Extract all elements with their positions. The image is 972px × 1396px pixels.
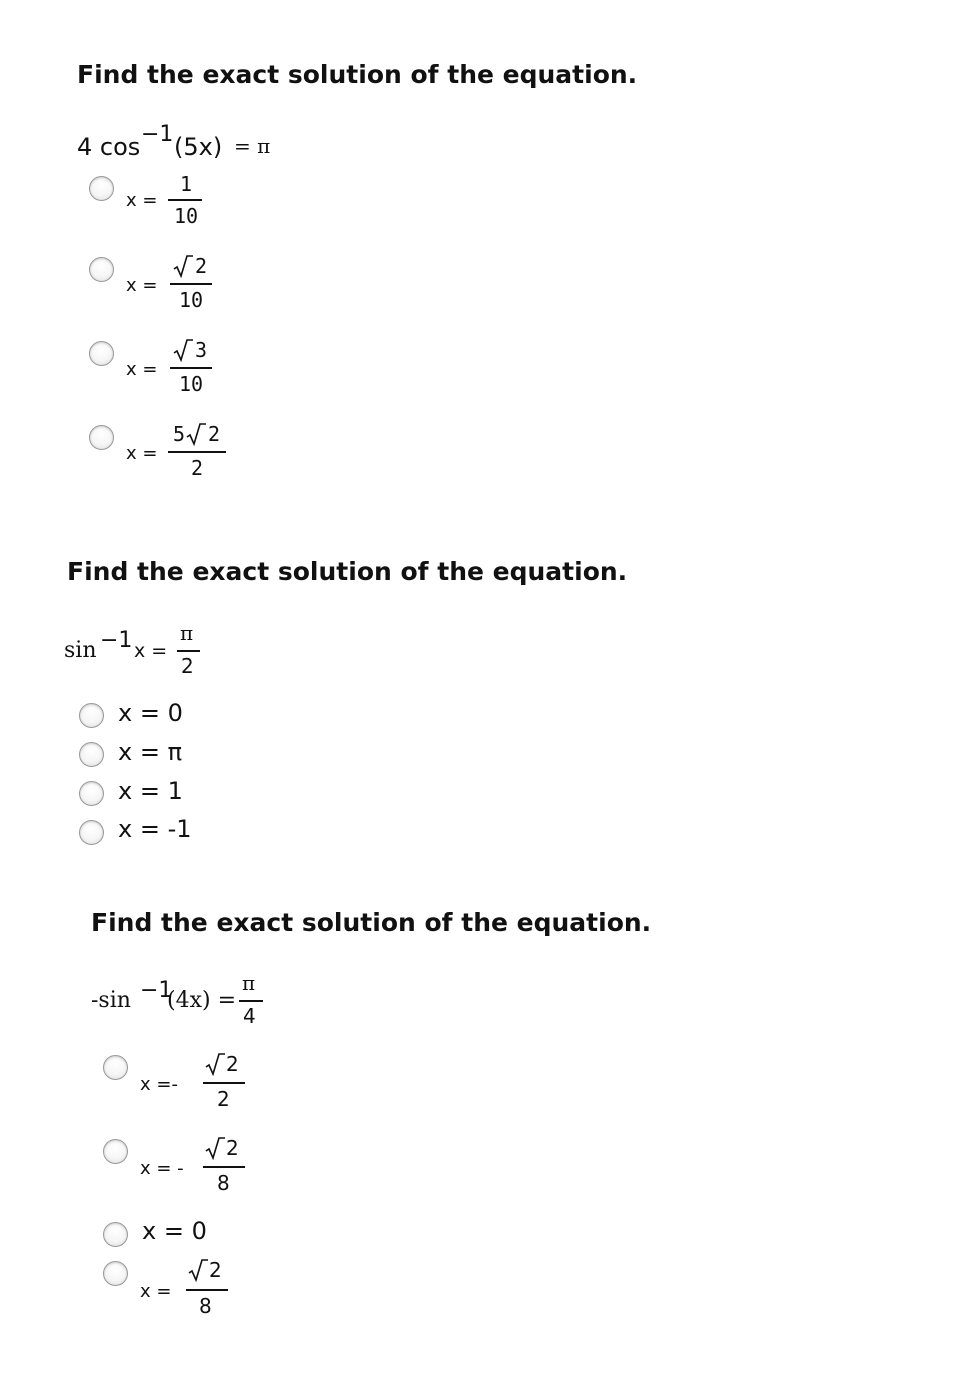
q1-option-1-denominator: 10 <box>174 204 199 228</box>
q1-option-4-lhs: x = <box>126 443 158 464</box>
q1-option-1-fraction-bar <box>168 199 202 201</box>
q3-option-4-denominator: 8 <box>199 1294 212 1318</box>
q3-option-2-fraction-bar <box>203 1166 245 1168</box>
eq2-fraction-bar <box>177 650 200 652</box>
q1-option-2-numerator: 2 <box>195 254 208 278</box>
q1-option-1-lhs: x = <box>126 190 158 211</box>
eq3-lead: -sin <box>91 988 131 1013</box>
q1-option-4-sqrt-icon <box>186 422 206 446</box>
q2-option-1-radio[interactable] <box>79 703 104 728</box>
q1-option-4-fraction-bar <box>168 451 226 453</box>
eq2-numerator: π <box>180 621 194 645</box>
q3-option-1-numerator: 2 <box>226 1052 239 1076</box>
q3-option-1-fraction-bar <box>203 1082 245 1084</box>
q3-option-4-numerator: 2 <box>209 1258 222 1282</box>
q1-option-4-radio[interactable] <box>89 425 114 450</box>
q2-option-2-radio[interactable] <box>79 742 104 767</box>
q1-option-1-radio[interactable] <box>89 176 114 201</box>
q1-option-2-lhs: x = <box>126 275 158 296</box>
q1-option-4-numerator: 2 <box>208 422 221 446</box>
eq1-rhs: = π <box>234 134 271 158</box>
q2-option-3-radio[interactable] <box>79 781 104 806</box>
eq2-denominator: 2 <box>181 654 194 678</box>
q1-option-3-numerator: 3 <box>195 338 208 362</box>
eq3-fraction-bar <box>239 1000 263 1002</box>
q1-option-3-sqrt-icon <box>173 338 193 362</box>
q1-option-3-fraction-bar <box>170 367 212 369</box>
eq1-argument: (5x) <box>174 133 223 161</box>
q3-option-2-lhs: x = - <box>140 1158 184 1179</box>
question-1-prompt: Find the exact solution of the equation. <box>77 60 638 89</box>
q3-option-4-radio[interactable] <box>103 1261 128 1286</box>
q1-option-2-denominator: 10 <box>179 288 204 312</box>
q3-option-2-radio[interactable] <box>103 1139 128 1164</box>
q3-option-1-radio[interactable] <box>103 1055 128 1080</box>
eq2-argument: x = <box>134 640 168 662</box>
eq3-superscript: −1 <box>140 978 173 1003</box>
q3-option-1-lhs: x =- <box>140 1074 178 1095</box>
question-2-prompt: Find the exact solution of the equation. <box>67 557 628 586</box>
q3-option-2-sqrt-icon <box>205 1136 225 1160</box>
q1-option-4-coefficient: 5 <box>173 422 186 446</box>
q3-option-3-label: x = 0 <box>142 1217 207 1245</box>
q2-option-1-label: x = 0 <box>118 699 183 727</box>
q1-option-4-denominator: 2 <box>191 456 204 480</box>
q1-option-3-denominator: 10 <box>179 372 204 396</box>
eq2-superscript: −1 <box>100 628 133 653</box>
q3-option-2-denominator: 8 <box>217 1171 230 1195</box>
q3-option-1-denominator: 2 <box>217 1087 230 1111</box>
eq1-lead: 4 cos <box>77 133 141 161</box>
q3-option-2-numerator: 2 <box>226 1136 239 1160</box>
q1-option-1-numerator: 1 <box>180 172 193 196</box>
q3-option-4-fraction-bar <box>186 1289 228 1291</box>
q2-option-2-label: x = π <box>118 738 183 766</box>
eq3-argument: (4x) = <box>167 988 236 1013</box>
q3-option-4-lhs: x = <box>140 1281 172 1302</box>
q3-option-3-radio[interactable] <box>103 1222 128 1247</box>
eq3-numerator: π <box>242 971 256 995</box>
q2-option-4-label: x = -1 <box>118 815 192 843</box>
q2-option-4-radio[interactable] <box>79 820 104 845</box>
q3-option-1-sqrt-icon <box>205 1052 225 1076</box>
eq2-lead: sin <box>64 638 97 663</box>
eq3-denominator: 4 <box>243 1004 256 1028</box>
q1-option-2-sqrt-icon <box>173 254 193 278</box>
q1-option-2-fraction-bar <box>170 283 212 285</box>
q3-option-4-sqrt-icon <box>188 1258 208 1282</box>
question-3-prompt: Find the exact solution of the equation. <box>91 908 652 937</box>
q2-option-3-label: x = 1 <box>118 777 183 805</box>
q1-option-2-radio[interactable] <box>89 257 114 282</box>
q1-option-3-radio[interactable] <box>89 341 114 366</box>
eq1-superscript: −1 <box>141 122 174 147</box>
q1-option-3-lhs: x = <box>126 359 158 380</box>
